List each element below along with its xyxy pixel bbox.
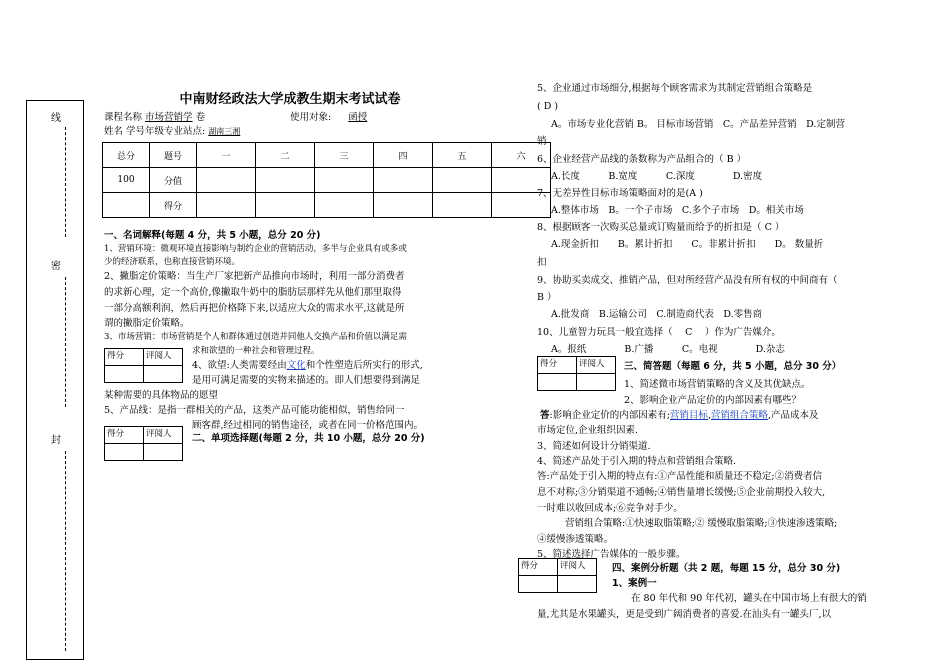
grader-reviewer-cell[interactable] [144,366,183,383]
score-input-cell[interactable] [433,193,492,218]
case1-label: 1、案例一 [612,578,657,589]
student-info-label: 姓名 学号年级专业站点: [104,126,206,137]
score-input-cell[interactable] [315,193,374,218]
s1-q2-line4: 谓的撇脂定价策略。 [104,318,190,329]
course-suffix: 卷 [195,112,206,123]
grader-score-cell[interactable] [538,374,577,391]
marketing-goal-link[interactable]: 营销目标 [669,410,708,421]
table-cell: 分值 [150,168,197,193]
grader-score-label: 得分 [105,427,144,444]
grader-score-cell[interactable] [105,366,144,383]
score-input-cell[interactable] [256,193,315,218]
s1-q4-text-a: 4、欲望:人类需要经由 [192,360,287,371]
score-input-cell[interactable] [374,168,433,193]
grader-box-1 [104,348,183,383]
table-cell: 题号 [150,143,197,168]
table-cell: 五 [433,143,492,168]
grader-reviewer-label: 评阅人 [558,559,597,576]
audience-line [290,111,381,125]
s2-q5-line3: 销 [537,136,547,147]
grader-reviewer-label: 评阅人 [144,427,183,444]
table-row [103,143,551,168]
binding-char-mi: 密 [51,261,61,272]
score-input-cell[interactable] [197,193,256,218]
s3-q4-answer-line5: ④缓慢渗透策略。 [537,534,614,545]
table-cell: 一 [197,143,256,168]
s1-q5-line2: 顾客群,经过相同的销售途径，或者在同一价格范围内。 [192,420,424,431]
grader-score-label: 得分 [538,357,577,374]
section4-heading: 四、案例分析题（共 2 题，每题 15 分，总分 30 分) [612,563,841,574]
table-row [103,193,551,218]
s1-q2-line3: 一部分高额利润，然后再把价格降下来,以适应大众的需求水平,这就是所 [104,303,405,314]
binding-dash [65,451,66,651]
binding-dash [65,127,66,237]
grader-box-3 [537,356,616,391]
grader-score-cell[interactable] [105,444,144,461]
score-input-cell[interactable] [433,168,492,193]
grader-score-label: 得分 [519,559,558,576]
score-input-cell[interactable] [374,193,433,218]
s3-q3: 3、简述如何设计分销渠道. [537,441,651,452]
s2-q7-options: A.整体市场 B。一个子市场 C.多个子市场 D。相关市场 [551,205,804,216]
s3-q1: 1、简述微市场营销策略的含义及其优缺点。 [624,379,811,390]
s3-q4-answer-line2: 息不对称;③分销渠道不通畅;④销售量增长缓慢;⑤企业前期投入较大, [537,487,826,498]
binding-char-xian: 线 [51,113,61,124]
s3-q4-answer-line3: 一时难以收回成本;⑥竞争对手少。 [537,503,683,514]
culture-link[interactable]: 文化 [286,360,306,371]
s1-q4-line3: 某种需要的具体物品的愿望 [104,390,219,401]
section1-heading: 一、名词解释(每题 4 分，共 5 小题，总分 20 分) [104,230,321,241]
s2-q10: 10、儿童智力玩具一般宜选择（ C ）作为广告媒介。 [537,327,781,338]
s2-q7: 7、无差异性目标市场策略面对的是(A ) [537,188,703,199]
s2-q10-options: A。报纸 B.广播 C。电视 D.杂志 [551,344,785,355]
s2-q8-line3: 扣 [537,257,547,268]
table-cell: 总分 [103,143,150,168]
s2-q6-options: A.长度 B.宽度 C.深度 D.密度 [551,171,763,182]
answer-text: :影响企业定价的内部因素有; [549,410,670,421]
binding-margin [26,100,84,660]
course-name: 市场营销学 [145,112,193,123]
s2-q9-options: A.批发商 B.运输公司 C.制造商代表 D.零售商 [551,309,763,320]
s2-q9-line1: 9、协助买卖成交、推销产品，但对所经营产品没有所有权的中间商有（ [537,275,838,286]
course-line [104,111,205,125]
grader-reviewer-label: 评阅人 [577,357,616,374]
s1-q4-line1 [192,359,423,373]
s2-q6: 6、企业经营产品线的条数称为产品组合的（ B ） [537,154,747,165]
grader-reviewer-label: 评阅人 [144,349,183,366]
case1-paragraph-line2: 量,尤其是水果罐头，更是受到广阔消费者的喜爱.在汕头有一罐头厂,以 [537,609,832,620]
s1-q3-line2: 求和欲望的一种社会和管理过程。 [192,346,320,356]
separator: , [707,410,711,421]
s2-q9-line2: B ） [537,292,557,303]
s3-q4: 4、简述产品处于引入期的特点和营销组合策略. [537,456,737,467]
s1-q2-line2: 的求新心理，定一个高价,像撇取牛奶中的脂肪层那样先从他们那里取得 [104,287,402,298]
table-cell: 三 [315,143,374,168]
s1-q2-line1: 2、撇脂定价策略：当生产厂家把新产品推向市场时，利用一部分消费者 [104,271,405,282]
table-cell: 六 [492,143,551,168]
score-input-cell[interactable] [256,168,315,193]
section2-heading: 二、单项选择题(每题 2 分，共 10 小题，总分 20 分) [192,433,425,444]
site-value: 湖南三湘 [208,127,241,136]
grader-box-2 [104,426,183,461]
audience-value: 函授 [348,112,368,123]
s2-q8: 8、根据顾客一次购买总量或订购量而给予的折扣是（ C ） [537,222,785,233]
score-input-cell[interactable] [197,168,256,193]
table-cell: 100 [103,168,150,193]
s1-q3-line1: 3、市场营销：市场营销是个人和群体通过创造并同他人交换产品和价值以满足需 [104,332,407,342]
grader-reviewer-cell[interactable] [558,576,597,593]
s3-q5: 5、简述选择广告媒体的一般步骤。 [537,549,686,560]
s2-q5-line2: ( D ) [537,101,559,112]
student-line [104,125,240,139]
answer-label: 答 [540,410,550,421]
table-row [103,168,551,193]
marketing-mix-link[interactable]: 营销组合策略 [710,410,768,421]
score-table [102,142,551,218]
grader-box-4 [518,558,597,593]
s1-q4-line2: 是用可满足需要的实物来描述的。即人们想要得到满足 [192,375,421,386]
case1-paragraph-line1: 在 80 年代和 90 年代初，罐头在中国市场上有很大的销 [631,593,867,604]
s2-q5-line1: 5、企业通过市场细分,根据每个顾客需求为其制定营销组合策略是 [537,83,813,94]
s2-q8-options: A.现金折扣 B。累计折扣 C。非累计折扣 D。 数量折 [551,239,824,250]
s1-q4-text-b: 和个性塑造后所实行的形式, [305,360,423,371]
s1-q1-line2: 少的经济联系，也称直接营销环境。 [104,257,241,267]
grader-score-cell[interactable] [519,576,558,593]
table-cell [103,193,150,218]
s3-q2: 2、影响企业产品定价的内部因素有哪些？ [624,395,802,406]
exam-title: 中南财经政法大学成教生期末考试试卷 [179,92,401,107]
course-label: 课程名称 [104,112,143,123]
grader-reviewer-cell[interactable] [144,444,183,461]
grader-score-label: 得分 [105,349,144,366]
s1-q1-line1: 1、营销环境：微观环境直接影响与制约企业的营销活动，多半与企业具有或多或 [104,244,407,254]
binding-dash [65,277,66,407]
answer-text: ,产品成本及 [767,410,819,421]
table-cell: 得分 [150,193,197,218]
binding-char-feng: 封 [51,435,61,446]
table-cell: 四 [374,143,433,168]
s3-q2-answer-line2: 市场定位,企业组织因素. [537,425,639,436]
s2-q5-options: A。市场专业化营销 B。 目标市场营销 C。产品差异营销 D.定制营 [551,119,845,130]
s3-q4-answer-line1: 答:产品处于引入期的特点有:①产品性能和质量还不稳定;②消费者信 [537,471,823,482]
grader-reviewer-cell[interactable] [577,374,616,391]
s3-q2-answer-line1 [540,409,819,423]
s1-q5-line1: 5、产品线：是指一群相关的产品，这类产品可能功能相似，销售给同一 [104,405,405,416]
table-cell: 二 [256,143,315,168]
section3-heading: 三、简答题（每题 6 分，共 5 小题，总分 30 分） [624,361,842,372]
audience-label: 使用对象: [290,112,332,123]
score-input-cell[interactable] [315,168,374,193]
s3-q4-answer-line4: 营销组合策略:①快速取脂策略;② 缓慢取脂策略;③快速渗透策略; [565,518,838,529]
